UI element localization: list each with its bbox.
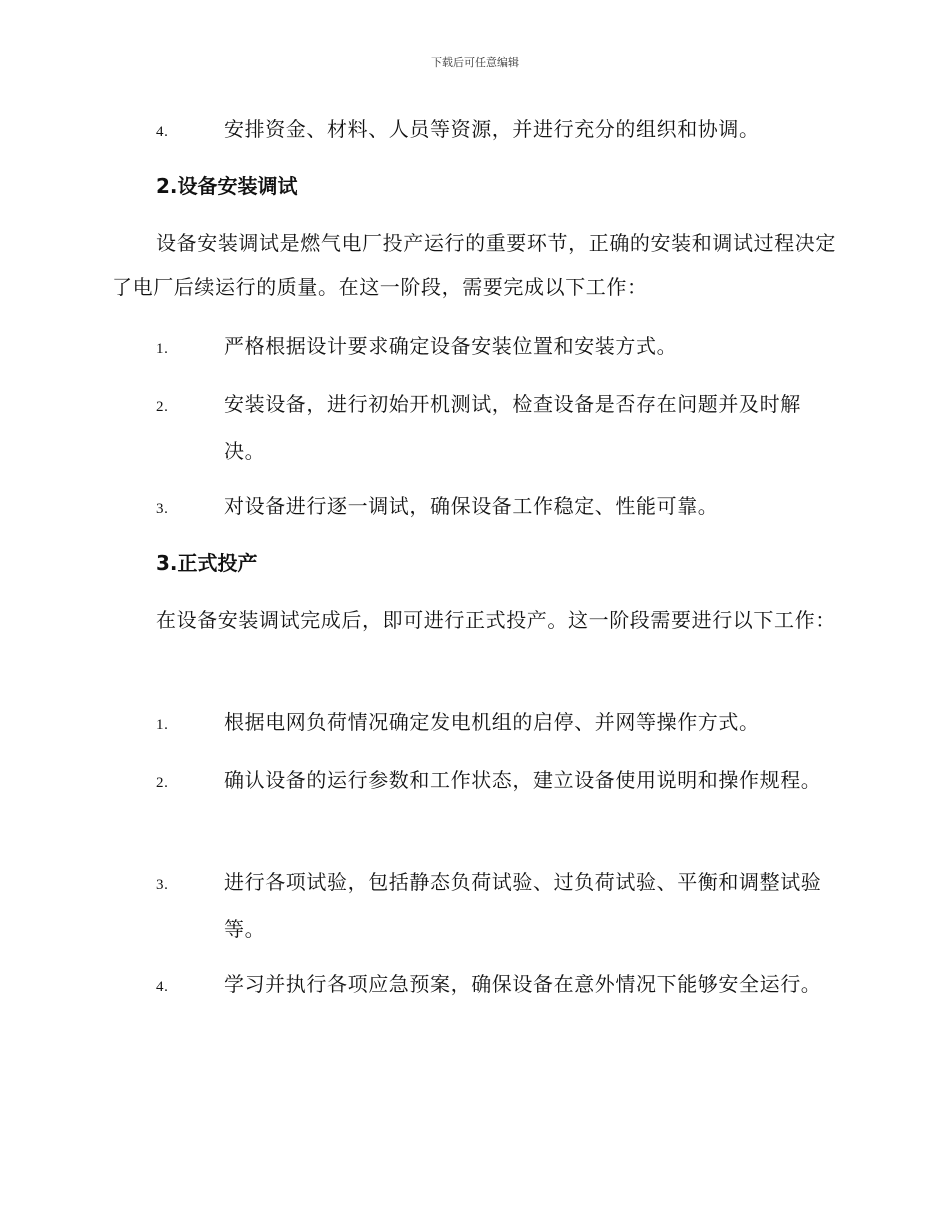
- list-item-number: 1.: [156, 341, 169, 357]
- section3-intro: 在设备安装调试完成后，即可进行正式投产。这一阶段需要进行以下工作：: [156, 608, 836, 632]
- list-item-number: 4.: [156, 979, 169, 995]
- list-item-number: 2.: [156, 775, 169, 791]
- list-item-number: 2.: [156, 399, 169, 415]
- section3-list: [112, 962, 836, 1009]
- list-item: [112, 382, 836, 473]
- list-item-number: 1.: [156, 717, 169, 733]
- list-item-text: 确认设备的运行参数和工作状态，建立设备使用说明和操作规程。: [224, 768, 822, 792]
- list-item: [112, 758, 836, 805]
- list-item-text: 安装设备，进行初始开机测试，检查设备是否存在问题并及时解决。: [224, 392, 801, 463]
- list-item: [112, 860, 836, 951]
- list-item-number: 3.: [156, 877, 169, 893]
- section2-list: [112, 484, 836, 531]
- list-item: [112, 324, 836, 371]
- section-heading: 2.设备安装调试: [156, 174, 298, 198]
- list-item-text: 安排资金、材料、人员等资源，并进行充分的组织和协调。: [224, 117, 760, 141]
- list-item-text: 学习并执行各项应急预案，确保设备在意外情况下能够安全运行。: [224, 972, 822, 996]
- section2-list: [112, 324, 836, 371]
- list-item-text: 根据电网负荷情况确定发电机组的启停、并网等操作方式。: [224, 710, 760, 734]
- list-item: [112, 484, 836, 531]
- section-heading: 3.正式投产: [156, 551, 258, 575]
- list-item-number: 4.: [156, 124, 169, 140]
- section2-intro: 设备安装调试是燃气电厂投产运行的重要环节，正确的安装和调试过程决定了电厂后续运行的质量。在这一阶段，需要完成以下工作：: [112, 231, 836, 299]
- section3-list: [112, 700, 836, 747]
- section3-list: [112, 860, 836, 951]
- section3-list: [112, 758, 836, 805]
- list-item-text: 严格根据设计要求确定设备安装位置和安装方式。: [224, 334, 678, 358]
- page-header: 下载后可任意编辑: [431, 56, 519, 69]
- section2-list: [112, 382, 836, 473]
- list-item: [112, 700, 836, 747]
- section1-list: [112, 107, 836, 154]
- list-item-text: 进行各项试验，包括静态负荷试验、过负荷试验、平衡和调整试验等。: [224, 870, 822, 941]
- list-item-number: 3.: [156, 501, 169, 517]
- list-item: [112, 107, 836, 154]
- list-item-text: 对设备进行逐一调试，确保设备工作稳定、性能可靠。: [224, 494, 719, 518]
- list-item: [112, 962, 836, 1009]
